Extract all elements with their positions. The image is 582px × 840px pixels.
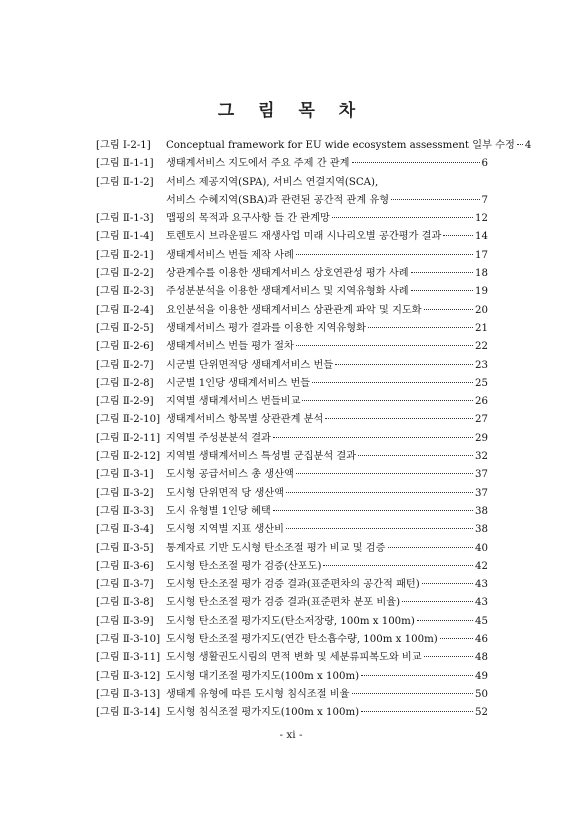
dot-leader	[296, 345, 473, 346]
figure-ref: [그림 Ⅱ-1-3]	[96, 213, 154, 225]
figure-entry[interactable]	[96, 228, 488, 246]
dot-leader	[422, 583, 473, 584]
figure-page-number: 4	[524, 140, 532, 151]
figure-entry[interactable]	[96, 338, 488, 356]
figure-title: 도시형 침식조절 평가지도(100m x 100m)	[166, 707, 360, 719]
figure-ref: [그림 Ⅱ-3-14]	[96, 707, 161, 719]
figure-title: 도시형 생활권도시림의 면적 변화 및 세분류피복도와 비교	[166, 652, 422, 664]
figure-title: 지역별 생태계서비스 번들비교	[166, 396, 301, 408]
figure-title: 도시형 지역별 지표 생산비	[166, 524, 284, 536]
dot-leader	[361, 675, 473, 676]
figure-page-number: 19	[475, 286, 488, 298]
figure-ref: [그림 Ⅱ-2-9]	[96, 396, 154, 408]
figure-entry[interactable]	[96, 686, 488, 704]
figure-ref: [그림 Ⅱ-1-4]	[96, 231, 154, 243]
figure-ref: [그림 Ⅱ-2-12]	[96, 451, 161, 463]
figure-page-number: 50	[475, 688, 488, 700]
figure-ref: [그림 Ⅱ-3-8]	[96, 597, 154, 609]
dot-leader	[440, 638, 473, 639]
figure-entry[interactable]	[96, 631, 488, 649]
figure-title: 도시 유형별 1인당 혜택	[166, 505, 271, 517]
figure-entry[interactable]	[96, 283, 488, 301]
figure-ref: [그림 Ⅱ-3-2]	[96, 487, 154, 499]
dot-leader	[352, 693, 474, 694]
figure-entry[interactable]	[96, 265, 488, 283]
figure-title: 시군별 단위면적당 생태계서비스 번들	[166, 359, 334, 371]
figure-ref: [그림 Ⅱ-3-10]	[96, 634, 161, 646]
figure-entry[interactable]	[96, 576, 488, 594]
figure-ref: [그림 Ⅱ-2-5]	[96, 322, 154, 334]
figure-page-number: 45	[475, 615, 488, 627]
figure-page-number: 46	[475, 634, 488, 646]
figure-page-number: 32	[475, 451, 488, 463]
figure-title: 서비스 수혜지역(SBA)과 관련된 공간적 관계 유형	[166, 194, 390, 206]
figure-page-number: 29	[475, 432, 488, 444]
dot-leader	[296, 473, 473, 474]
dot-leader	[417, 620, 473, 621]
figure-page-number: 42	[475, 560, 488, 572]
figure-title: 상관계수를 이용한 생태계서비스 상호연관성 평가 사례	[166, 268, 409, 280]
dot-leader	[323, 565, 473, 566]
figure-entry[interactable]	[96, 448, 488, 466]
figure-ref: [그림 Ⅱ-3-4]	[96, 524, 154, 536]
figure-page-number: 40	[475, 542, 488, 554]
figure-ref: [그림 Ⅱ-2-8]	[96, 377, 154, 389]
figure-entry[interactable]	[96, 137, 532, 155]
figure-ref: [그림 Ⅱ-3-11]	[96, 652, 161, 664]
figure-entry[interactable]	[96, 430, 488, 448]
figure-entry[interactable]	[96, 302, 488, 320]
dot-leader	[443, 235, 473, 236]
figure-entry[interactable]	[96, 247, 488, 265]
figure-page-number: 17	[475, 249, 488, 261]
dot-leader	[424, 656, 473, 657]
figure-ref: [그림 Ⅱ-3-7]	[96, 579, 154, 591]
figure-title: 도시형 탄소조절 평가 검증 결과(표준편차의 공간적 패턴)	[166, 579, 420, 591]
figure-title: 토렌토시 브라운필드 재생사업 미래 시나리오별 공간평가 결과	[166, 231, 442, 243]
figure-entry[interactable]	[96, 540, 488, 558]
figure-title: 시군별 1인당 생태계서비스 번들	[166, 377, 311, 389]
dot-leader	[286, 492, 473, 493]
figure-entry[interactable]	[96, 503, 488, 521]
dot-leader	[352, 162, 480, 163]
figure-title: 생태계서비스 번들 제작 사례	[166, 249, 294, 261]
dot-leader	[325, 418, 473, 419]
figure-entry[interactable]	[96, 594, 488, 612]
figure-entry[interactable]	[96, 613, 488, 631]
figure-ref: [그림 Ⅱ-1-2]	[96, 176, 154, 188]
figure-entry[interactable]	[96, 174, 488, 192]
figure-title: 도시형 공급서비스 총 생산액	[166, 469, 294, 481]
figure-page-number: 23	[475, 359, 488, 371]
figure-page-number: 43	[475, 597, 488, 609]
figure-ref: [그림 Ⅱ-2-6]	[96, 341, 154, 353]
dot-leader	[332, 217, 473, 218]
figure-title: 지역별 주성분분석 결과	[166, 432, 271, 444]
figure-entry[interactable]	[96, 649, 488, 667]
figure-ref: [그림 Ⅱ-3-12]	[96, 670, 161, 682]
figure-title: 맵핑의 목적과 요구사항 들 간 관계망	[166, 213, 330, 225]
figure-page-number: 38	[475, 524, 488, 536]
figure-page-number: 6	[481, 158, 488, 170]
figure-title: 도시형 단위면적 당 생산액	[166, 487, 284, 499]
figure-page-number: 52	[475, 707, 488, 719]
figure-title: 도시형 대기조절 평가지도(100m x 100m)	[166, 670, 360, 682]
dot-leader	[391, 199, 479, 200]
figure-ref: [그림 Ⅱ-2-4]	[96, 304, 154, 316]
dot-leader	[312, 382, 473, 383]
dot-leader	[286, 528, 473, 529]
dot-leader	[411, 290, 473, 291]
figure-page-number: 48	[475, 652, 488, 664]
figure-ref: [그림 Ⅱ-2-3]	[96, 286, 154, 298]
page-title: 그 림 목 차	[217, 101, 365, 121]
figure-title: 생태계서비스 항목별 상관관계 분석	[166, 414, 324, 426]
figure-page-number: 37	[475, 469, 488, 481]
figure-list	[96, 137, 532, 723]
figure-entry[interactable]	[96, 521, 488, 539]
figure-title: 요인분석을 이용한 생태계서비스 상관관계 파악 및 지도화	[166, 304, 422, 316]
figure-page-number: 22	[475, 341, 488, 353]
dot-leader	[411, 272, 473, 273]
figure-page-number: 49	[475, 670, 488, 682]
figure-title: 도시형 탄소조절 평가지도(연간 탄소흡수량, 100m x 100m)	[166, 634, 438, 646]
dot-leader	[424, 309, 473, 310]
page-number: - xi -	[279, 729, 303, 741]
dot-leader	[368, 327, 473, 328]
figure-ref: [그림 Ⅱ-2-11]	[96, 432, 161, 444]
dot-leader	[517, 144, 523, 145]
figure-entry[interactable]	[96, 558, 488, 576]
figure-entry[interactable]	[96, 375, 488, 393]
figure-ref: [그림 Ⅱ-3-5]	[96, 542, 154, 554]
figure-ref: [그림 Ⅱ-2-1]	[96, 249, 154, 261]
dot-leader	[273, 510, 473, 511]
figure-ref: [그림 Ⅱ-2-7]	[96, 359, 154, 371]
dot-leader	[302, 400, 473, 401]
figure-page-number: 18	[475, 268, 488, 280]
figure-title: 도시형 탄소조절 평가 검증(산포도)	[166, 560, 322, 572]
figure-entry[interactable]	[96, 357, 488, 375]
figure-title: 생태계서비스 지도에서 주요 주제 간 관계	[166, 158, 350, 170]
figure-page-number: 21	[475, 322, 488, 334]
figure-page-number: 12	[475, 213, 488, 225]
figure-entry[interactable]	[96, 320, 488, 338]
dot-leader	[296, 254, 473, 255]
figure-title: 주성분분석을 이용한 생태계서비스 및 지역유형화 사례	[166, 286, 409, 298]
figure-ref: [그림 Ⅱ-1-1]	[96, 158, 154, 170]
dot-leader	[358, 455, 473, 456]
dot-leader	[361, 711, 473, 712]
figure-title: 생태계 유형에 따른 도시형 침식조절 비율	[166, 688, 350, 700]
figure-ref: [그림 Ⅱ-3-1]	[96, 469, 154, 481]
figure-page-number: 38	[475, 505, 488, 517]
figure-title: 도시형 탄소조절 평가지도(탄소저장량, 100m x 100m)	[166, 615, 415, 627]
figure-title: 지역별 생태계서비스 특성별 군집분석 결과	[166, 451, 357, 463]
figure-ref: [그림 Ⅱ-3-6]	[96, 560, 154, 572]
figure-page-number: 37	[475, 487, 488, 499]
figure-page-number: 43	[475, 579, 488, 591]
figure-page-number: 7	[481, 194, 488, 206]
figure-entry[interactable]	[96, 210, 488, 228]
figure-entry[interactable]	[96, 393, 488, 411]
figure-entry[interactable]	[96, 704, 488, 722]
figure-entry[interactable]	[96, 192, 488, 210]
figure-ref: [그림 Ⅱ-3-9]	[96, 615, 154, 627]
dot-leader	[273, 437, 473, 438]
figure-page-number: 27	[475, 414, 488, 426]
figure-title: 생태계서비스 평가 결과를 이용한 지역유형화	[166, 322, 366, 334]
figure-entry[interactable]	[96, 411, 488, 429]
figure-ref: [그림 Ⅱ-2-10]	[96, 414, 161, 426]
figure-ref: [그림 Ⅰ-2-1]	[96, 140, 151, 151]
dot-leader	[402, 601, 473, 602]
figure-title: 생태계서비스 번들 평가 절차	[166, 341, 294, 353]
figure-ref: [그림 Ⅱ-3-13]	[96, 688, 161, 700]
figure-entry[interactable]	[96, 155, 488, 173]
figure-entry[interactable]	[96, 668, 488, 686]
figure-page-number: 14	[475, 231, 488, 243]
dot-leader	[388, 547, 474, 548]
dot-leader	[335, 364, 473, 365]
figure-title: 도시형 탄소조절 평가 검증 결과(표준편차 분포 비율)	[166, 597, 401, 609]
figure-title: Conceptual framework for EU wide ecosystem assessment 일부 수정	[166, 140, 515, 151]
figure-ref: [그림 Ⅱ-3-3]	[96, 505, 154, 517]
figure-entry[interactable]	[96, 485, 488, 503]
figure-page-number: 26	[475, 396, 488, 408]
figure-title: 통계자료 기반 도시형 탄소조절 평가 비교 및 검증	[166, 542, 386, 554]
figure-page-number: 20	[475, 304, 488, 316]
figure-page-number: 25	[475, 377, 488, 389]
figure-title: 서비스 제공지역(SPA), 서비스 연결지역(SCA),	[166, 176, 379, 188]
figure-entry[interactable]	[96, 466, 488, 484]
figure-ref: [그림 Ⅱ-2-2]	[96, 268, 154, 280]
